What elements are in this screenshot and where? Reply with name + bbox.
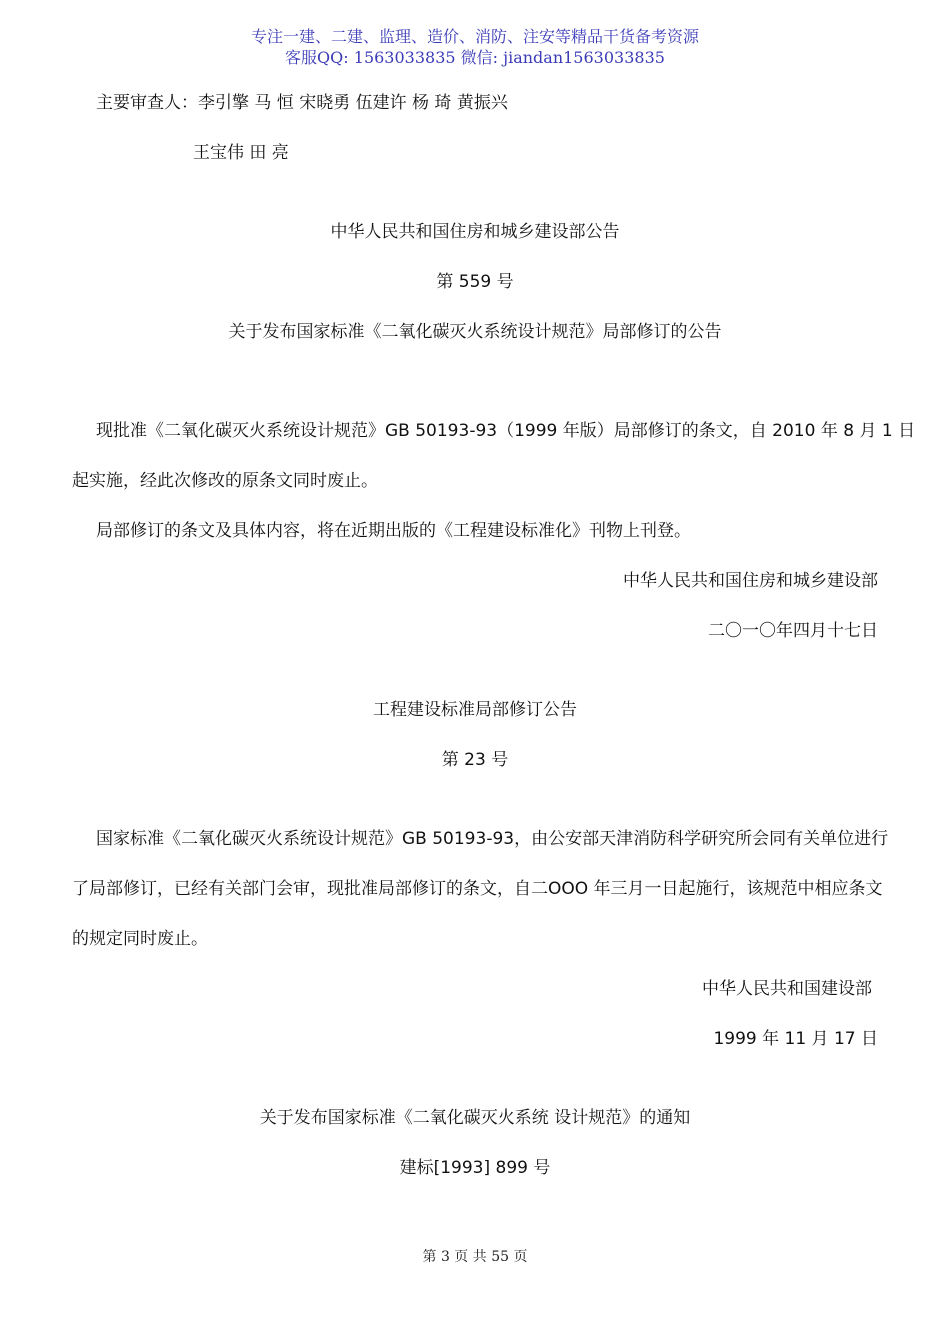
notice-date: 二〇一〇年四月十七日: [708, 621, 878, 641]
notice-paragraph-1-line-1: 现批准《二氧化碳灭火系统设计规范》GB 50193-93（1999 年版）局部修订的条文，自 2010 年 8 月 1 日: [96, 421, 916, 441]
reviewers-line-1: 主要审查人：李引擎 马 恒 宋晓勇 伍建许 杨 琦 黄振兴: [96, 93, 508, 113]
notice-title: 关于发布国家标准《二氧化碳灭火系统 设计规范》的通知: [259, 1108, 691, 1128]
notice-signature: 中华人民共和国住房和城乡建设部: [623, 571, 878, 591]
notice-number: 建标[1993] 899 号: [399, 1158, 551, 1178]
notice-date: 1999 年 11 月 17 日: [713, 1029, 878, 1049]
notice-paragraph-line-2: 了局部修订，已经有关部门会审，现批准局部修订的条文，自二OOO 年三月一日起施行，该规范中相应条文: [72, 879, 883, 899]
notice-paragraph-2: 局部修订的条文及具体内容，将在近期出版的《工程建设标准化》刊物上刊登。: [96, 521, 691, 541]
notice-number: 第 23 号: [441, 750, 509, 770]
page-number-footer: 第 3 页 共 55 页: [422, 1249, 528, 1265]
notice-title: 工程建设标准局部修订公告: [373, 700, 577, 720]
header-promo-line: 专注一建、二建、监理、造价、消防、注安等精品干货备考资源: [250, 27, 699, 46]
notice-number: 第 559 号: [436, 272, 514, 292]
notice-paragraph-line-1: 国家标准《二氧化碳灭火系统设计规范》GB 50193-93，由公安部天津消防科学研究所会同有关单位进行: [96, 829, 889, 849]
notice-title: 关于发布国家标准《二氧化碳灭火系统设计规范》局部修订的公告: [228, 322, 722, 342]
notice-paragraph-1-line-2: 起实施，经此次修改的原条文同时废止。: [72, 471, 378, 491]
reviewers-line-2: 王宝伟 田 亮: [193, 143, 289, 163]
notice-paragraph-line-3: 的规定同时废止。: [72, 929, 208, 949]
notice-signature: 中华人民共和国建设部: [702, 979, 872, 999]
notice-issuer: 中华人民共和国住房和城乡建设部公告: [330, 222, 620, 242]
header-contact-line: 客服QQ: 1563033835 微信: jiandan1563033835: [285, 48, 665, 67]
